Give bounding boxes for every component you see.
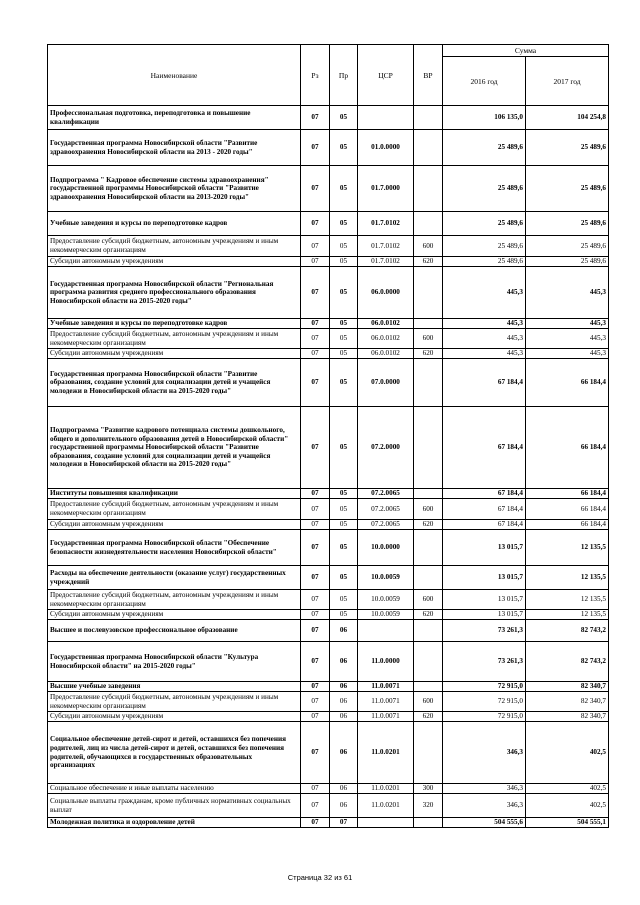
cell-csr: 10.0.0059 xyxy=(358,610,414,620)
cell-name: Предоставление субсидий бюджетным, автономным учреждениям и иным некоммерческим организациям xyxy=(48,499,301,520)
cell-2016: 445,3 xyxy=(443,267,526,319)
table-row xyxy=(48,530,609,566)
header-csr: ЦСР xyxy=(358,45,414,106)
table-row xyxy=(48,267,609,319)
budget-table xyxy=(47,44,609,828)
cell-name: Субсидии автономным учреждениям xyxy=(48,712,301,722)
cell-pr: 06 xyxy=(330,784,358,794)
cell-vr: 620 xyxy=(414,349,443,359)
cell-csr: 07.2.0000 xyxy=(358,407,414,489)
cell-2016: 445,3 xyxy=(443,329,526,349)
cell-vr: 620 xyxy=(414,257,443,267)
cell-name: Социальные выплаты гражданам, кроме публичных нормативных социальных выплат xyxy=(48,794,301,818)
cell-pr: 05 xyxy=(330,319,358,329)
table-row xyxy=(48,319,609,329)
cell-name: Государственная программа Новосибирской области "Развитие образования, создание условий для социализации детей и учащейся молодежи в Новосибирской области на 2015-2020 годы" xyxy=(48,359,301,407)
cell-pr: 05 xyxy=(330,530,358,566)
cell-csr: 06.0.0102 xyxy=(358,319,414,329)
cell-csr: 01.7.0102 xyxy=(358,257,414,267)
cell-vr xyxy=(414,530,443,566)
cell-2016: 13 015,7 xyxy=(443,610,526,620)
table-row xyxy=(48,236,609,257)
table-row xyxy=(48,692,609,712)
table-row xyxy=(48,590,609,610)
cell-rz: 07 xyxy=(301,642,330,682)
cell-vr xyxy=(414,319,443,329)
cell-name: Государственная программа Новосибирской области "Региональная программа развития среднего профессионального образования Новосибирской области на 2015-2020 годы" xyxy=(48,267,301,319)
cell-2016: 25 489,6 xyxy=(443,236,526,257)
cell-pr: 05 xyxy=(330,166,358,212)
cell-name: Государственная программа Новосибирской области "Культура Новосибирской области" на 2015-2020 годы" xyxy=(48,642,301,682)
cell-name: Субсидии автономным учреждениям xyxy=(48,520,301,530)
cell-rz: 07 xyxy=(301,620,330,642)
cell-csr: 10.0.0059 xyxy=(358,566,414,590)
cell-vr: 600 xyxy=(414,329,443,349)
cell-2016: 346,3 xyxy=(443,722,526,784)
cell-pr: 05 xyxy=(330,257,358,267)
cell-rz: 07 xyxy=(301,236,330,257)
table-row xyxy=(48,682,609,692)
cell-pr: 05 xyxy=(330,590,358,610)
cell-vr: 620 xyxy=(414,520,443,530)
cell-pr: 05 xyxy=(330,329,358,349)
table-row xyxy=(48,642,609,682)
cell-rz: 07 xyxy=(301,610,330,620)
cell-2017: 12 135,5 xyxy=(526,610,609,620)
cell-2017: 82 743,2 xyxy=(526,642,609,682)
cell-2017: 25 489,6 xyxy=(526,166,609,212)
cell-2017: 12 135,5 xyxy=(526,590,609,610)
cell-name: Субсидии автономным учреждениям xyxy=(48,349,301,359)
cell-2017: 25 489,6 xyxy=(526,257,609,267)
cell-rz: 07 xyxy=(301,722,330,784)
cell-2017: 82 340,7 xyxy=(526,692,609,712)
cell-pr: 06 xyxy=(330,692,358,712)
cell-2016: 25 489,6 xyxy=(443,130,526,166)
header-2016: 2016 год xyxy=(443,57,526,106)
cell-vr xyxy=(414,566,443,590)
cell-name: Расходы на обеспечение деятельности (оказание услуг) государственных учреждений xyxy=(48,566,301,590)
header-rz: Рз xyxy=(301,45,330,106)
cell-2017: 66 184,4 xyxy=(526,489,609,499)
cell-csr: 06.0.0102 xyxy=(358,329,414,349)
cell-rz: 07 xyxy=(301,499,330,520)
cell-2017: 445,3 xyxy=(526,267,609,319)
cell-pr: 05 xyxy=(330,610,358,620)
cell-2017: 504 555,1 xyxy=(526,818,609,828)
table-row xyxy=(48,130,609,166)
cell-2016: 445,3 xyxy=(443,319,526,329)
cell-rz: 07 xyxy=(301,319,330,329)
cell-csr xyxy=(358,106,414,130)
cell-csr xyxy=(358,620,414,642)
cell-2017: 25 489,6 xyxy=(526,236,609,257)
table-row xyxy=(48,784,609,794)
cell-name: Подпрограмма " Кадровое обеспечение системы здравоохранения" государственной программы Новосибирской области "Развитие здравоохранения Новосибирской области на 2013-2020 годы" xyxy=(48,166,301,212)
cell-rz: 07 xyxy=(301,566,330,590)
cell-name: Высшее и послевузовское профессиональное образование xyxy=(48,620,301,642)
table-body xyxy=(48,106,609,828)
cell-vr xyxy=(414,818,443,828)
cell-name: Институты повышения квалификации xyxy=(48,489,301,499)
cell-2016: 13 015,7 xyxy=(443,566,526,590)
cell-vr xyxy=(414,407,443,489)
table-row xyxy=(48,610,609,620)
cell-pr: 05 xyxy=(330,566,358,590)
cell-2016: 25 489,6 xyxy=(443,212,526,236)
table-row xyxy=(48,359,609,407)
cell-2017: 402,5 xyxy=(526,722,609,784)
cell-csr: 11.0.0071 xyxy=(358,692,414,712)
cell-vr xyxy=(414,267,443,319)
cell-2017: 445,3 xyxy=(526,319,609,329)
cell-2016: 346,3 xyxy=(443,784,526,794)
cell-pr: 06 xyxy=(330,682,358,692)
cell-2016: 67 184,4 xyxy=(443,520,526,530)
header-vr: ВР xyxy=(414,45,443,106)
cell-csr: 11.0.0201 xyxy=(358,784,414,794)
cell-vr xyxy=(414,212,443,236)
table-row xyxy=(48,794,609,818)
cell-2016: 13 015,7 xyxy=(443,530,526,566)
cell-pr: 06 xyxy=(330,642,358,682)
cell-2017: 12 135,5 xyxy=(526,530,609,566)
header-2017: 2017 год xyxy=(526,57,609,106)
cell-2016: 67 184,4 xyxy=(443,407,526,489)
cell-2017: 66 184,4 xyxy=(526,359,609,407)
table-row xyxy=(48,349,609,359)
cell-2017: 402,5 xyxy=(526,784,609,794)
cell-vr xyxy=(414,166,443,212)
cell-2016: 106 135,0 xyxy=(443,106,526,130)
cell-csr xyxy=(358,818,414,828)
cell-rz: 07 xyxy=(301,407,330,489)
cell-pr: 05 xyxy=(330,212,358,236)
table-row xyxy=(48,499,609,520)
cell-rz: 07 xyxy=(301,530,330,566)
cell-2016: 73 261,3 xyxy=(443,642,526,682)
cell-2016: 73 261,3 xyxy=(443,620,526,642)
cell-csr: 10.0.0059 xyxy=(358,590,414,610)
cell-pr: 05 xyxy=(330,106,358,130)
cell-2016: 346,3 xyxy=(443,794,526,818)
cell-csr: 11.0.0201 xyxy=(358,794,414,818)
cell-pr: 05 xyxy=(330,349,358,359)
cell-pr: 05 xyxy=(330,407,358,489)
cell-2016: 67 184,4 xyxy=(443,359,526,407)
cell-vr: 600 xyxy=(414,499,443,520)
cell-csr: 11.0.0201 xyxy=(358,722,414,784)
cell-rz: 07 xyxy=(301,712,330,722)
cell-rz: 07 xyxy=(301,166,330,212)
table-row xyxy=(48,520,609,530)
cell-csr: 11.0.0071 xyxy=(358,682,414,692)
cell-csr: 07.2.0065 xyxy=(358,499,414,520)
table-row xyxy=(48,712,609,722)
cell-vr: 620 xyxy=(414,712,443,722)
cell-vr xyxy=(414,359,443,407)
cell-2017: 82 743,2 xyxy=(526,620,609,642)
cell-pr: 06 xyxy=(330,620,358,642)
cell-vr: 300 xyxy=(414,784,443,794)
cell-pr: 07 xyxy=(330,818,358,828)
cell-vr xyxy=(414,642,443,682)
cell-name: Предоставление субсидий бюджетным, автономным учреждениям и иным некоммерческим организациям xyxy=(48,692,301,712)
cell-2016: 504 555,6 xyxy=(443,818,526,828)
cell-2016: 25 489,6 xyxy=(443,257,526,267)
cell-name: Учебные заведения и курсы по переподготовке кадров xyxy=(48,212,301,236)
cell-2017: 66 184,4 xyxy=(526,499,609,520)
cell-name: Государственная программа Новосибирской области "Развитие здравоохранения Новосибирской области на 2013 - 2020 годы" xyxy=(48,130,301,166)
cell-2017: 445,3 xyxy=(526,349,609,359)
cell-rz: 07 xyxy=(301,520,330,530)
cell-2017: 25 489,6 xyxy=(526,130,609,166)
table-row xyxy=(48,620,609,642)
table-row xyxy=(48,166,609,212)
cell-rz: 07 xyxy=(301,257,330,267)
cell-rz: 07 xyxy=(301,212,330,236)
cell-rz: 07 xyxy=(301,590,330,610)
cell-name: Подпрограмма "Развитие кадрового потенциала системы дошкольного, общего и дополнительного образования детей в Новосибирской области" государственной программы Новосибирской области "Развитие образования, создание условий для социализации детей и учащейся молодежи в Новосибирской области на 2015-2020 годы" xyxy=(48,407,301,489)
cell-pr: 06 xyxy=(330,794,358,818)
cell-2016: 72 915,0 xyxy=(443,712,526,722)
table-row xyxy=(48,489,609,499)
cell-rz: 07 xyxy=(301,130,330,166)
cell-vr: 600 xyxy=(414,236,443,257)
cell-vr xyxy=(414,130,443,166)
table-row xyxy=(48,257,609,267)
cell-pr: 05 xyxy=(330,359,358,407)
cell-name: Субсидии автономным учреждениям xyxy=(48,610,301,620)
cell-pr: 05 xyxy=(330,520,358,530)
cell-2016: 72 915,0 xyxy=(443,682,526,692)
cell-rz: 07 xyxy=(301,349,330,359)
cell-2017: 402,5 xyxy=(526,794,609,818)
cell-name: Профессиональная подготовка, переподготовка и повышение квалификации xyxy=(48,106,301,130)
cell-rz: 07 xyxy=(301,682,330,692)
header-pr: Пр xyxy=(330,45,358,106)
cell-name: Предоставление субсидий бюджетным, автономным учреждениям и иным некоммерческим организациям xyxy=(48,590,301,610)
cell-2016: 25 489,6 xyxy=(443,166,526,212)
cell-vr: 600 xyxy=(414,692,443,712)
cell-name: Социальное обеспечение детей-сирот и детей, оставшихся без попечения родителей, лиц из числа детей-сирот и детей, оставшихся без попечения родителей, обучающихся в государственных образовательных организациях xyxy=(48,722,301,784)
cell-csr: 10.0.0000 xyxy=(358,530,414,566)
page-number: Страница 32 из 61 xyxy=(287,873,353,882)
cell-rz: 07 xyxy=(301,489,330,499)
table-row xyxy=(48,329,609,349)
cell-rz: 07 xyxy=(301,106,330,130)
cell-vr: 620 xyxy=(414,610,443,620)
cell-pr: 06 xyxy=(330,712,358,722)
header-sum: Сумма xyxy=(443,45,609,57)
cell-name: Социальное обеспечение и иные выплаты населению xyxy=(48,784,301,794)
cell-vr xyxy=(414,682,443,692)
cell-vr xyxy=(414,489,443,499)
cell-name: Учебные заведения и курсы по переподготовке кадров xyxy=(48,319,301,329)
cell-2016: 13 015,7 xyxy=(443,590,526,610)
cell-2017: 82 340,7 xyxy=(526,682,609,692)
cell-csr: 01.7.0102 xyxy=(358,236,414,257)
cell-rz: 07 xyxy=(301,784,330,794)
cell-csr: 11.0.0000 xyxy=(358,642,414,682)
cell-name: Высшие учебные заведения xyxy=(48,682,301,692)
cell-rz: 07 xyxy=(301,359,330,407)
cell-vr: 320 xyxy=(414,794,443,818)
cell-rz: 07 xyxy=(301,818,330,828)
cell-vr xyxy=(414,722,443,784)
cell-csr: 01.0.0000 xyxy=(358,130,414,166)
cell-csr: 07.2.0065 xyxy=(358,489,414,499)
cell-2017: 445,3 xyxy=(526,329,609,349)
cell-rz: 07 xyxy=(301,329,330,349)
cell-rz: 07 xyxy=(301,267,330,319)
table-row xyxy=(48,818,609,828)
cell-csr: 06.0.0102 xyxy=(358,349,414,359)
cell-name: Государственная программа Новосибирской области "Обеспечение безопасности жизнедеятельности населения Новосибирской области" xyxy=(48,530,301,566)
cell-2016: 67 184,4 xyxy=(443,499,526,520)
cell-name: Предоставление субсидий бюджетным, автономным учреждениям и иным некоммерческим организациям xyxy=(48,236,301,257)
table-row xyxy=(48,212,609,236)
cell-pr: 05 xyxy=(330,130,358,166)
cell-csr: 07.2.0065 xyxy=(358,520,414,530)
cell-pr: 05 xyxy=(330,236,358,257)
cell-2016: 72 915,0 xyxy=(443,692,526,712)
cell-rz: 07 xyxy=(301,794,330,818)
cell-vr xyxy=(414,106,443,130)
cell-2016: 445,3 xyxy=(443,349,526,359)
cell-rz: 07 xyxy=(301,692,330,712)
cell-name: Предоставление субсидий бюджетным, автономным учреждениям и иным некоммерческим организациям xyxy=(48,329,301,349)
cell-csr: 06.0.0000 xyxy=(358,267,414,319)
cell-name: Субсидии автономным учреждениям xyxy=(48,257,301,267)
cell-csr: 07.0.0000 xyxy=(358,359,414,407)
cell-2017: 66 184,4 xyxy=(526,520,609,530)
cell-vr: 600 xyxy=(414,590,443,610)
cell-2017: 66 184,4 xyxy=(526,407,609,489)
table-header xyxy=(48,45,609,106)
table-row xyxy=(48,407,609,489)
cell-csr: 01.7.0102 xyxy=(358,212,414,236)
cell-2017: 82 340,7 xyxy=(526,712,609,722)
table-row xyxy=(48,106,609,130)
cell-csr: 11.0.0071 xyxy=(358,712,414,722)
cell-vr xyxy=(414,620,443,642)
cell-pr: 05 xyxy=(330,499,358,520)
cell-2017: 25 489,6 xyxy=(526,212,609,236)
cell-csr: 01.7.0000 xyxy=(358,166,414,212)
table-row xyxy=(48,722,609,784)
cell-2017: 104 254,8 xyxy=(526,106,609,130)
cell-pr: 06 xyxy=(330,722,358,784)
cell-2017: 12 135,5 xyxy=(526,566,609,590)
cell-2016: 67 184,4 xyxy=(443,489,526,499)
cell-pr: 05 xyxy=(330,489,358,499)
header-name: Наименование xyxy=(48,45,301,106)
cell-pr: 05 xyxy=(330,267,358,319)
table-row xyxy=(48,566,609,590)
cell-name: Молодежная политика и оздоровление детей xyxy=(48,818,301,828)
